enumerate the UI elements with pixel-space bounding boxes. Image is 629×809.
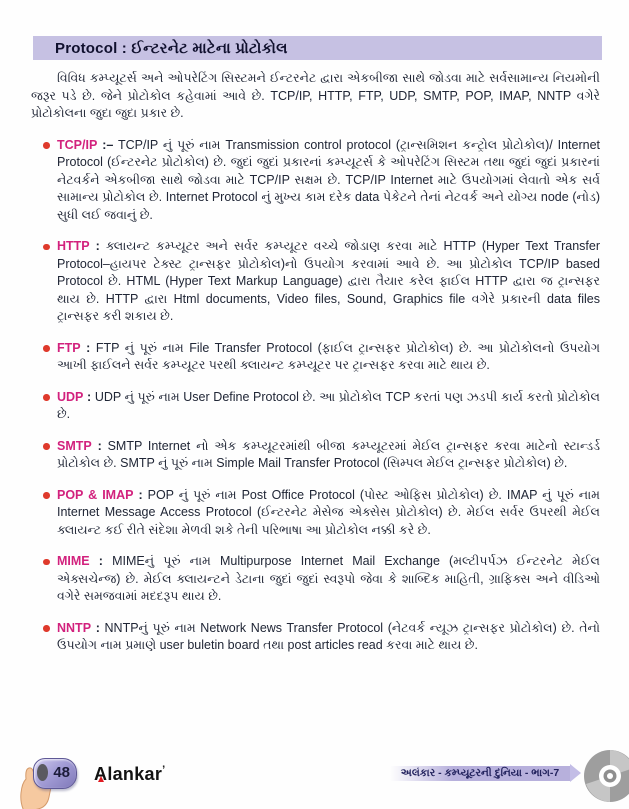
logo-letter-a: A bbox=[94, 764, 108, 784]
separator: : bbox=[138, 487, 143, 502]
book-title-bar bbox=[390, 766, 570, 781]
protocol-description: ક્લાયન્ટ કમ્પ્યૂટર અને સર્વર કમ્પ્યૂટર વચ્ચે જોડાણ કરવા માટે HTTP (Hyper Text Transfer Protocol–હાયપર ટેક્સ્ટ ટ્રાન્સફર પ્રોટોકોલ)નો ઉપયોગ કરવામાં આવે છે. આ પ્રોટોકોલ TCP/IP based Protocol છે. HTML (Hyper Text Markup Language) દ્વારા તૈયાર કરેલ ફાઈલ HTTP દ્વારા જ ટ્રાન્સફર થાય છે. HTTP દ્વારા Html documents, Video files, Sound, Graphics file વગેરે પ્રકારની data files ટ્રાન્સફર કરી શકાય છે. bbox=[57, 239, 600, 323]
bullet-icon bbox=[43, 345, 50, 352]
list-item-mime bbox=[57, 553, 600, 606]
separator: : bbox=[95, 620, 100, 635]
protocol-name: MIME bbox=[57, 554, 90, 568]
list-item-udp bbox=[57, 389, 600, 424]
separator: : bbox=[98, 554, 103, 568]
protocol-description: NNTPનું પૂરું નામ Network News Transfer Protocol (નેટવર્ક ન્યૂઝ ટ્રાન્સફર પ્રોટોકોલ) છે. તેનો ઉપયોગ નામ પ્રમાણે user buletin board તથા post articles read કરવા માટે થાય છે. bbox=[57, 620, 600, 652]
section-header bbox=[33, 36, 602, 60]
protocol-name: UDP bbox=[57, 389, 84, 404]
publisher-logo bbox=[94, 764, 166, 785]
protocol-name: NNTP bbox=[57, 620, 92, 635]
list-item-ftp bbox=[57, 340, 600, 375]
cd-icon bbox=[582, 748, 629, 807]
bullet-icon bbox=[43, 394, 50, 401]
protocol-name: SMTP bbox=[57, 438, 92, 453]
list-item-http bbox=[57, 238, 600, 326]
page-footer bbox=[0, 745, 629, 809]
bullet-icon bbox=[43, 244, 50, 251]
separator: :– bbox=[102, 137, 114, 152]
section-title: Protocol : ઈન્ટરનેટ માટેના પ્રોટોકોલ bbox=[55, 39, 288, 57]
separator: : bbox=[86, 340, 91, 355]
protocol-name: TCP/IP bbox=[57, 137, 98, 152]
list-item-tcpip bbox=[57, 137, 600, 225]
protocol-name: POP & IMAP bbox=[57, 487, 134, 502]
bullet-icon bbox=[43, 443, 50, 450]
logo-mark: ’ bbox=[162, 764, 166, 776]
protocol-description: SMTP Internet નો એક કમ્પ્યૂટરમાંથી બીજા કમ્પ્યૂટરમાં મેઈલ ટ્રાન્સફર કરવા માટેનો સ્ટાન્ડર્ડ પ્રોટોકોલ છે. SMTP નું પૂરું નામ Simple Mail Transfer Protocol (સિમ્પલ મેઈલ ટ્રાન્સફર પ્રોટોકોલ) છે. bbox=[57, 438, 600, 470]
separator: : bbox=[87, 389, 92, 404]
bullet-icon bbox=[43, 559, 50, 566]
protocol-description: FTP નું પૂરું નામ File Transfer Protocol (ફાઈલ ટ્રાન્સફર પ્રોટોકોલ) છે. આ પ્રોટોકોલનો ઉપયોગ આખી ફાઈલને સર્વર કમ્પ્યૂટર પરથી ક્લાયન્ટ કમ્પ્યૂટર પર ટ્રાન્સફર કરવા માટે થાય છે. bbox=[57, 340, 600, 372]
bar-arrow-icon bbox=[570, 764, 581, 782]
bullet-icon bbox=[43, 625, 50, 632]
page-number: 48 bbox=[53, 764, 70, 781]
separator: : bbox=[95, 239, 100, 253]
logo-text: lankar bbox=[107, 764, 163, 784]
protocol-description: MIMEનું પૂરું નામ Multipurpose Internet Mail Exchange (મલ્ટીપર્પઝ ઈન્ટરનેટ મેઈલ એક્સચેન્જ) છે. મેઈલ ક્લાયન્ટને ડેટાના જુદાં જુદાં સ્વરૂપો જેવા કે શાબ્દિક માહિતી, ગ્રાફિક્સ અને વીડિઓ વગેરે સમજવામાં મદદરૂપ થાય છે. bbox=[57, 554, 600, 603]
protocol-list bbox=[57, 137, 600, 655]
separator: : bbox=[97, 438, 102, 453]
list-item-nntp bbox=[57, 620, 600, 655]
protocol-description: TCP/IP નું પૂરું નામ Transmission control protocol (ટ્રાન્સમિશન કન્ટ્રોલ પ્રોટોકોલ)/ Internet Protocol (ઈન્ટરનેટ પ્રોટોકોલ) છે. જુદાં જુદાં પ્રકારનાં કમ્પ્યૂટર્સ કે ઓપરેટિંગ સિસ્ટમ તથા જુદાં જુદાં પ્રકારનાં નેટવર્કને એકબીજા સાથે જોડવા માટે TCP/IP સક્ષમ છે. TCP/IP Internet માટે ઉપયોગમાં લેવાતો એક સર્વ સામાન્ય પ્રોટોકોલ છે. Internet Protocol નું મુખ્ય કામ દરેક data પેકેટને તેનાં નેટવર્ક અને યોગ્ય node (નોડ) સુધી લઈ જવાનું છે. bbox=[57, 137, 600, 222]
list-item-smtp bbox=[57, 438, 600, 473]
bullet-icon bbox=[43, 492, 50, 499]
book-title: અલંકાર - કમ્પ્યૂટરની દુનિયા - ભાગ-7 bbox=[400, 767, 560, 779]
intro-paragraph: વિવિધ કમ્પ્યૂટર્સ અને ઓપરેટિંગ સિસ્ટમને ઈન્ટરનેટ દ્વારા એકબીજા સાથે જોડવા માટે સર્વસામાન્ય નિયમોની જરૂર પડે છે. જેને પ્રોટોકોલ કહેવામાં આવે છે. TCP/IP, HTTP, FTP, UDP, SMTP, POP, IMAP, NNTP વગેરે પ્રોટોકોલના જુદા જુદા પ્રકાર છે. bbox=[31, 71, 600, 120]
button-pad-icon bbox=[37, 764, 48, 781]
page-number-button bbox=[33, 758, 77, 789]
protocol-description: POP નું પૂરું નામ Post Office Protocol (પોસ્ટ ઓફિસ પ્રોટોકોલ) છે. IMAP નું પૂરું નામ Internet Message Access Protocol (ઈન્ટરનેટ મેસેજ એક્સેસ પ્રોટોકોલ) છે. મેઈલ સર્વર ઉપરથી મેઈલ ક્લાયન્ટ કઈ રીતે સંદેશા મેળવી શકે તેની પરિભાષા આ પ્રોટોકોલ નક્કી કરે છે. bbox=[57, 487, 600, 537]
protocol-name: FTP bbox=[57, 340, 81, 355]
list-item-pop-imap bbox=[57, 487, 600, 540]
protocol-name: HTTP bbox=[57, 239, 90, 253]
bullet-icon bbox=[43, 142, 50, 149]
protocol-description: UDP નું પૂરું નામ User Define Protocol છે. આ પ્રોટોકોલ TCP કરતાં પણ ઝડપી કાર્ય કરતો પ્રોટોકોલ છે. bbox=[57, 389, 600, 421]
